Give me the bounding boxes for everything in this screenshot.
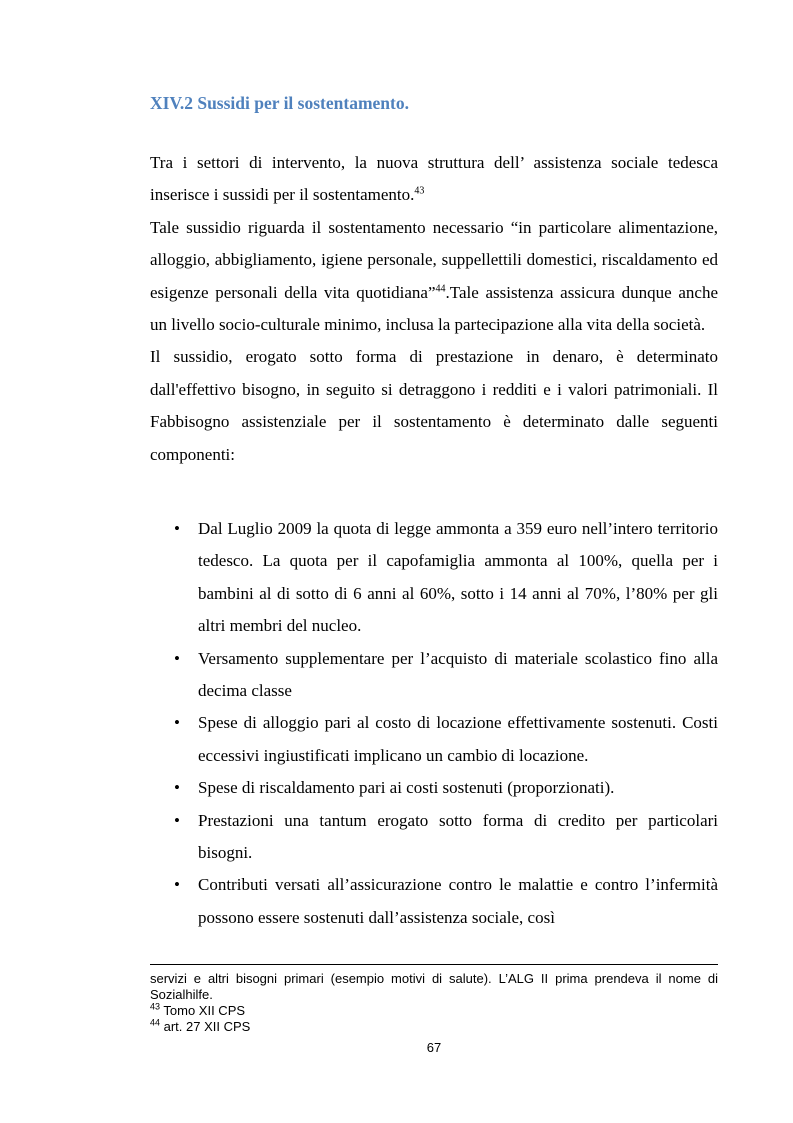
paragraph-3: Il sussidio, erogato sotto forma di prestazione in denaro, è determinato dall'effettivo bisogno, in seguito si detraggono i redditi e i valori patrimoniali. Il Fabbisogno assistenziale per il sostentamento è determinato dalle seguenti componenti: — [150, 347, 718, 464]
list-item-text: Spese di alloggio pari al costo di locazione effettivamente sostenuti. Costi eccessivi ingiustificati implicano un cambio di locazione. — [198, 713, 718, 765]
footnote-ref-43[interactable]: 43 — [414, 185, 425, 197]
list-item — [150, 513, 718, 643]
footnote-44-text: art. 27 XII CPS — [160, 1019, 251, 1034]
bullet-icon: • — [174, 875, 180, 895]
bullet-icon: • — [174, 810, 180, 830]
list-item — [150, 643, 718, 708]
footnote-44-number: 44 — [150, 1017, 161, 1028]
list-item — [150, 772, 718, 804]
list-item — [150, 869, 718, 934]
list-item-text: Dal Luglio 2009 la quota di legge ammonta a 359 euro nell’intero territorio tedesco. La quota per il capofamiglia ammonta al 100%, quella per i bambini al di sotto di 6 anni al 60%, sotto i 14 anni al 70%, l’80% per gli altri membri del nucleo. — [198, 519, 718, 636]
list-item-text: Contributi versati all’assicurazione contro le malattie e contro l’infermità possono essere sostenuti dall’assistenza sociale, così — [198, 875, 718, 927]
paragraph-1-text: Tra i settori di intervento, la nuova struttura dell’ assistenza sociale tedesca inserisce i sussidi per il sostentamento. — [150, 153, 718, 205]
footnote-separator — [150, 964, 718, 965]
bullet-icon: • — [174, 713, 180, 733]
footnote-43-number: 43 — [150, 1001, 161, 1012]
page-number: 67 — [426, 1040, 442, 1055]
paragraph-1 — [150, 147, 718, 212]
footnote-43-text: Tomo XII CPS — [160, 1003, 246, 1018]
footnote-44 — [150, 1019, 718, 1035]
list-item — [150, 707, 718, 772]
footnotes — [150, 971, 718, 1035]
bullet-list — [150, 513, 718, 934]
body-text — [150, 147, 718, 471]
footnote-ref-44[interactable]: 44 — [435, 282, 446, 294]
bullet-icon: • — [174, 778, 180, 798]
paragraph-2 — [150, 212, 718, 342]
list-item-text: Prestazioni una tantum erogato sotto forma di credito per particolari bisogni. — [198, 810, 718, 863]
bullet-icon: • — [174, 519, 180, 538]
bullet-icon: • — [174, 648, 180, 668]
footnote-43 — [150, 1003, 718, 1019]
footnote-continuation: servizi e altri bisogni primari (esempio motivi di salute). L’ALG II prima prendeva il nome di Sozialhilfe. — [150, 971, 718, 1002]
list-item-text: Versamento supplementare per l’acquisto di materiale scolastico fino alla decima classe — [198, 648, 718, 701]
section-heading: XIV.2 Sussidi per il sostentamento. — [150, 93, 409, 113]
list-item-text: Spese di riscaldamento pari ai costi sostenuti (proporzionati). — [198, 778, 615, 798]
list-item — [150, 805, 718, 870]
paragraph-2-text-a: Tale sussidio riguarda il sostentamento necessario “in particolare alimentazione, alloggio, abbigliamento, igiene personale, suppellettili domestici, riscaldamento ed esigenze personali della vita quotidiana” — [150, 217, 718, 302]
paragraph-2-text-b: .Tale assistenza assicura dunque anche un livello socio-culturale minimo, inclusa la partecipazione alla vita della società. — [150, 282, 718, 335]
